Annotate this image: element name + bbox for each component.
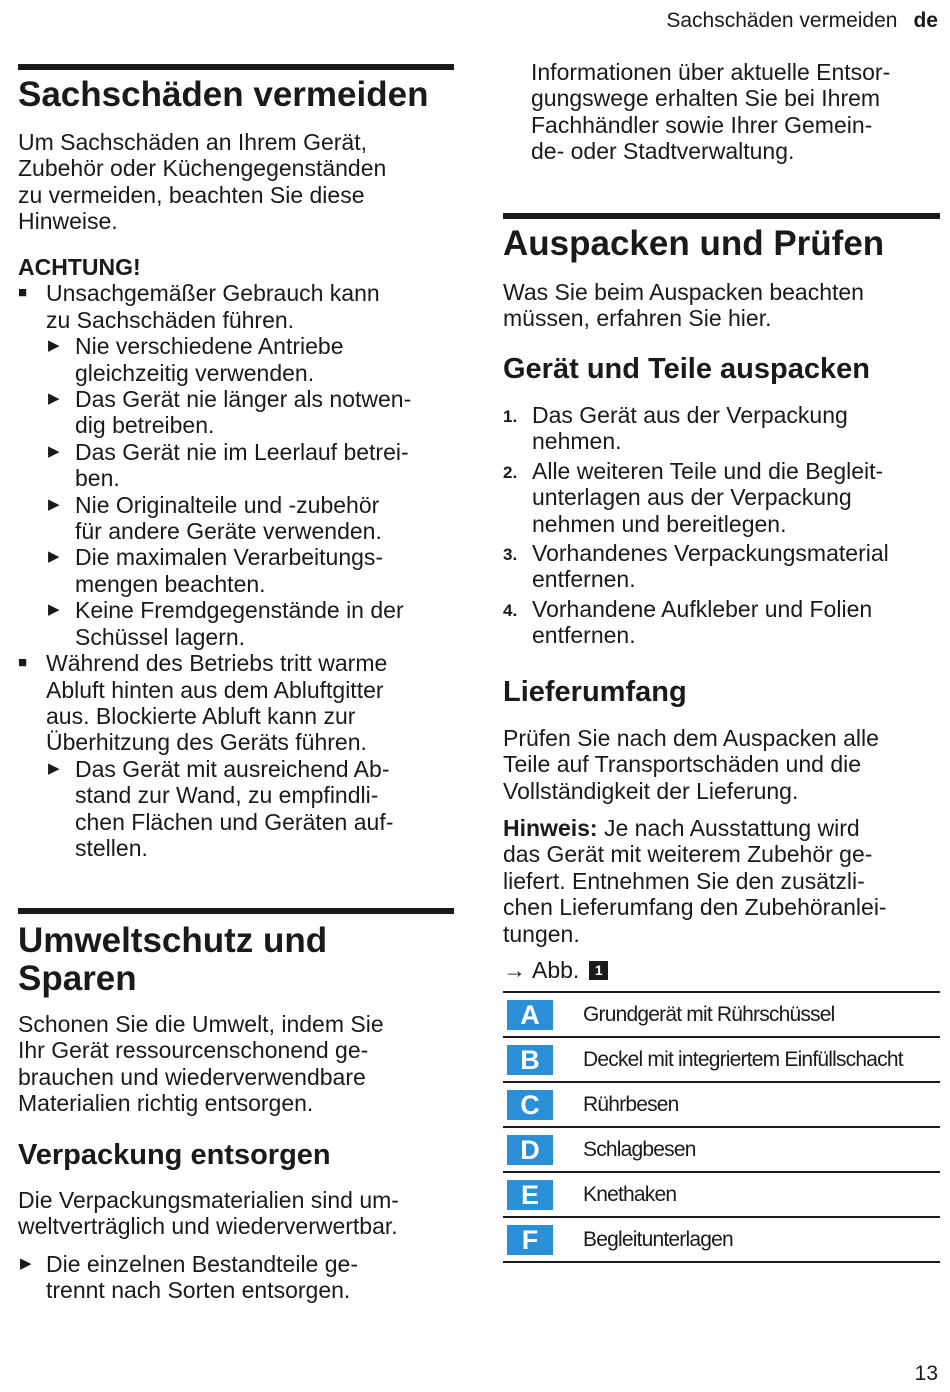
part-letter-badge: A: [507, 1000, 553, 1030]
text-line: Nie verschiedene Antriebe: [75, 333, 344, 360]
text-line: Vollständigkeit der Lieferung.: [503, 777, 799, 804]
text-line: chen Flächen und Geräten auf-: [75, 808, 394, 835]
warning-subitem: [18, 492, 454, 545]
text-line: trennt nach Sorten entsorgen.: [46, 1277, 351, 1304]
part-letter-badge: B: [507, 1045, 553, 1075]
text-line: mengen beachten.: [75, 570, 266, 597]
list-item: [503, 1128, 940, 1173]
list-item: [503, 1083, 940, 1128]
text-line: zu Sachschäden führen.: [46, 306, 295, 333]
part-name: Deckel mit integriertem Einfüllschacht: [583, 1047, 903, 1071]
text-line: Das Gerät mit ausreichend Ab-: [75, 755, 390, 782]
text-line: stand zur Wand, zu empfindli-: [75, 782, 379, 809]
text-line: de- oder Stadtverwaltung.: [531, 138, 795, 165]
text-line: Nie Originalteile und -zubehör: [75, 491, 380, 518]
warning-subitem: [18, 386, 454, 439]
subsection-title-auspacken: Gerät und Teile auspacken: [503, 353, 870, 385]
part-letter-badge: E: [507, 1180, 553, 1210]
text-line: nehmen und bereitlegen.: [532, 510, 787, 537]
parts-list: [503, 991, 940, 1263]
subsection-title-verpackung: Verpackung entsorgen: [18, 1139, 331, 1171]
step-number: 3.: [503, 545, 518, 565]
warning-block: [18, 254, 454, 861]
text-line: Ihr Gerät ressourcenschonend ge-: [18, 1037, 369, 1064]
step-item: [503, 402, 940, 455]
unpack-steps: [503, 402, 940, 649]
text-line: Überhitzung des Geräts führen.: [46, 729, 367, 756]
text-line: chen Lieferumfang den Zubehöranlei-: [503, 894, 887, 921]
header-lang: de: [913, 9, 938, 32]
text-line: weltverträglich und wiederverwertbar.: [18, 1213, 398, 1240]
list-item: [503, 993, 940, 1038]
step-number: 4.: [503, 600, 518, 620]
text-line: Während des Betriebs tritt warme: [46, 650, 388, 677]
text-line: für andere Geräte verwenden.: [75, 518, 382, 545]
text-line: Hinweise.: [18, 208, 118, 235]
umwelt-intro: [18, 1011, 454, 1117]
part-letter-badge: C: [507, 1090, 553, 1120]
text-line: Keine Fremdgegenstände in der: [75, 597, 404, 624]
arrow-bullet-icon: ▶: [48, 601, 60, 619]
text-line: Unsachgemäßer Gebrauch kann: [46, 280, 380, 307]
note-label: Hinweis:: [503, 815, 598, 841]
text-line: das Gerät mit weiterem Zubehör ge-: [503, 841, 873, 868]
text-line: Um Sachschäden an Ihrem Gerät,: [18, 129, 367, 155]
arrow-right-icon: →: [503, 957, 526, 983]
text-line: aus. Blockierte Abluft kann zur: [46, 702, 356, 729]
text-line: Informationen über aktuelle Entsor-: [531, 59, 891, 85]
list-item: [503, 1038, 940, 1083]
warning-subitem: [18, 756, 454, 862]
warning-subitem: [18, 544, 454, 597]
text-line: Alle weiteren Teile und die Begleit-: [532, 457, 884, 484]
text-line: Prüfen Sie nach dem Auspacken alle: [503, 725, 879, 751]
square-bullet-icon: ■: [18, 654, 28, 672]
step-item: [503, 596, 940, 649]
text-line: Vorhandene Aufkleber und Folien: [532, 595, 873, 622]
header-section: Sachschäden vermeiden: [666, 9, 898, 32]
arrow-bullet-icon: ▶: [48, 337, 60, 355]
arrow-bullet-icon: ▶: [48, 548, 60, 566]
step-number: 2.: [503, 462, 518, 482]
text-line: Die maximalen Verarbeitungs-: [75, 544, 384, 571]
warning-subitem: [18, 333, 454, 386]
text-line: Schonen Sie die Umwelt, indem Sie: [18, 1011, 384, 1037]
text-line: stellen.: [75, 834, 148, 861]
arrow-bullet-icon: ▶: [48, 442, 60, 460]
arrow-bullet-icon: ▶: [48, 495, 60, 513]
square-bullet-icon: ■: [18, 284, 28, 302]
page-header: [666, 8, 938, 34]
list-item: [503, 1173, 940, 1218]
section-title-umwelt: [18, 908, 454, 998]
text-line: Teile auf Transportschäden und die: [503, 751, 862, 778]
text-line: Was Sie beim Auspacken beachten: [503, 279, 864, 305]
warning-bullet: [18, 650, 454, 756]
part-name: Knethaken: [583, 1182, 677, 1206]
warning-subitem: [18, 597, 454, 650]
warning-label: ACHTUNG!: [18, 254, 141, 280]
part-name: Grundgerät mit Rührschüssel: [583, 1002, 835, 1026]
text-line: entfernen.: [532, 622, 636, 649]
text-line: liefert. Entnehmen Sie den zusätzli-: [503, 867, 865, 894]
list-item: [503, 1218, 940, 1263]
step-item: [503, 540, 940, 593]
text-line: zu vermeiden, beachten Sie diese: [18, 181, 365, 208]
subsection-title-lieferumfang: Lieferumfang: [503, 676, 687, 708]
text-line: Fachhändler sowie Ihrer Gemein-: [531, 111, 873, 138]
arrow-bullet-icon: ▶: [48, 759, 60, 777]
verpackung-text: [18, 1187, 454, 1240]
figure-reference: [503, 957, 608, 983]
step-item: [503, 458, 940, 537]
text-line: entfernen.: [532, 566, 636, 593]
note-text: Je nach Ausstattung wird: [597, 815, 860, 841]
text-line: Die einzelnen Bestandteile ge-: [46, 1251, 358, 1277]
text-line: Zubehör oder Küchengegenständen: [18, 155, 387, 182]
text-line: Abluft hinten aus dem Abluftgitter: [46, 676, 384, 703]
text-line: Das Gerät nie im Leerlauf betrei-: [75, 438, 409, 465]
page-number: 13: [914, 1362, 938, 1385]
text-line: ben.: [75, 465, 120, 492]
lieferumfang-text: [503, 725, 940, 804]
text-line: gungswege erhalten Sie bei Ihrem: [531, 85, 881, 112]
sachschaeden-intro: [18, 129, 454, 235]
verpackung-item: [18, 1251, 454, 1304]
part-name: Begleitunterlagen: [583, 1227, 733, 1251]
warning-bullet: [18, 280, 454, 333]
arrow-bullet-icon: ▶: [20, 1255, 32, 1272]
section-title-sachschaeden: Sachschäden vermeiden: [18, 64, 454, 114]
text-line: nehmen.: [532, 428, 622, 455]
text-line: tungen.: [503, 920, 580, 947]
text-line: gleichzeitig verwenden.: [75, 359, 315, 386]
text-line: Das Gerät nie länger als notwen-: [75, 386, 412, 413]
text-line: [503, 815, 940, 841]
warning-subitem: [18, 439, 454, 492]
text-line: unterlagen aus der Verpackung: [532, 484, 852, 511]
text-line: Vorhandenes Verpackungsmaterial: [532, 540, 889, 567]
text-line: Materialien richtig entsorgen.: [18, 1090, 314, 1117]
text-line: Das Gerät aus der Verpackung: [532, 402, 848, 428]
note-block: [503, 815, 940, 947]
figure-label: Abb.: [532, 957, 580, 983]
text-line: dig betreiben.: [75, 412, 215, 439]
part-name: Schlagbesen: [583, 1137, 696, 1161]
arrow-bullet-icon: ▶: [48, 390, 60, 408]
text-line: müssen, erfahren Sie hier.: [503, 305, 772, 332]
title-line: Sparen: [18, 959, 137, 998]
text-line: Schüssel lagern.: [75, 623, 246, 650]
title-line: Umweltschutz und: [18, 921, 328, 960]
part-name: Rührbesen: [583, 1092, 679, 1116]
part-letter-badge: F: [507, 1225, 553, 1255]
text-line: Die Verpackungsmaterialien sind um-: [18, 1187, 399, 1213]
section-title-auspacken: Auspacken und Prüfen: [503, 213, 940, 263]
step-number: 1.: [503, 407, 518, 426]
continued-text: [531, 59, 941, 165]
figure-number-badge: 1: [589, 961, 608, 980]
text-line: brauchen und wiederverwendbare: [18, 1063, 366, 1090]
auspacken-intro: [503, 279, 940, 332]
part-letter-badge: D: [507, 1135, 553, 1165]
